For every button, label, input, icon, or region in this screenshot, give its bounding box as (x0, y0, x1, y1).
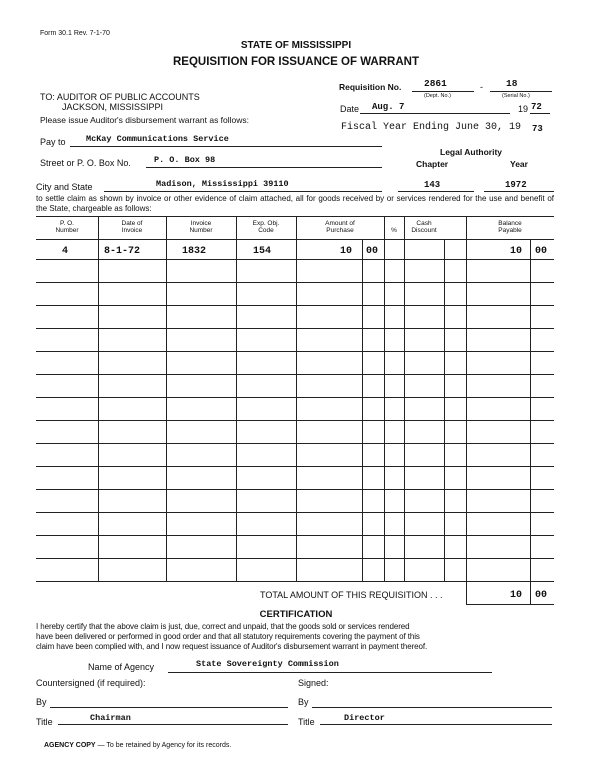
date-value: Aug. 7 (372, 102, 405, 112)
signed-label: Signed: (298, 678, 329, 688)
street-line (146, 167, 382, 168)
street-value: P. O. Box 98 (154, 155, 216, 165)
state-heading: STATE OF MISSISSIPPI (240, 40, 352, 51)
certification-line-2: have been delivered or performed in good order and that all statutory requirements covering the payment of this (36, 632, 420, 641)
certification-line-3: claim have been complied with, and I now request issuance of Auditor's disbursement warrant in payment thereof. (36, 642, 428, 651)
row-exp-code: 154 (253, 246, 272, 257)
serial-no-caption: (Serial No.) (502, 93, 530, 99)
title-value-right: Director (344, 713, 385, 723)
certification-line-1: I hereby certify that the above claim is just, due, correct and unpaid, that the goods sold or services rendered (36, 622, 410, 631)
to-jackson: JACKSON, MISSISSIPPI (62, 102, 164, 112)
year-label: Year (510, 159, 528, 169)
col-header-balance: Balance Payable (498, 220, 522, 234)
fiscal-year-value: 73 (532, 124, 543, 134)
requisition-dash: - (480, 82, 483, 92)
col-header-date: Date of Invoice (121, 220, 143, 234)
title-line-left (58, 724, 288, 725)
legal-authority-label: Legal Authority (440, 147, 503, 157)
col-header-exp-code: Exp. Obj. Code (252, 220, 280, 234)
title-label-right: Title (298, 717, 315, 727)
requisition-dept-no: 2861 (424, 78, 447, 89)
by-line-left (50, 707, 288, 708)
pay-to-line (70, 146, 382, 147)
serial-no-line (490, 91, 552, 92)
col-header-invoice: Invoice Number (189, 220, 213, 234)
year-value: 1972 (505, 180, 527, 190)
dept-no-caption: (Dept. No.) (424, 93, 451, 99)
agency-label: Name of Agency (88, 662, 155, 672)
row-amount-dollars: 10 (340, 246, 353, 257)
pay-to-label: Pay to (40, 137, 66, 147)
date-year-suffix: 72 (531, 102, 542, 112)
year-line (484, 191, 554, 192)
chapter-label: Chapter (416, 159, 449, 169)
total-cents: 00 (535, 590, 548, 601)
row-amount-cents: 00 (366, 246, 379, 257)
fiscal-year-label: Fiscal Year Ending June 30, 19 (341, 122, 522, 133)
col-header-amount: Amount of Purchase (325, 220, 355, 234)
date-label: Date (340, 104, 360, 114)
row-balance-cents: 00 (535, 246, 548, 257)
to-auditor: TO: AUDITOR OF PUBLIC ACCOUNTS (40, 92, 200, 102)
requisition-label: Requisition No. (339, 82, 402, 92)
col-header-percent: % (391, 227, 397, 234)
title-value-left: Chairman (90, 713, 131, 723)
col-header-po: P. O. Number (55, 220, 79, 234)
city-value: Madison, Mississippi 39110 (156, 179, 289, 189)
dept-no-line (412, 91, 474, 92)
title-label-left: Title (36, 717, 53, 727)
date-year-prefix: 19 (518, 104, 529, 114)
issue-instruction: Please issue Auditor's disbursement warrant as follows: (40, 115, 250, 125)
by-label-right: By (298, 697, 309, 707)
form-id: Form 30.1 Rev. 7-1-70 (40, 30, 110, 37)
settle-claim-text: to settle claim as shown by invoice or other evidence of claim attached, all for goods received by or services rendered for the use and benefit of the State, chargeable as follows: (36, 194, 554, 213)
agency-line (168, 672, 492, 673)
row-invoice-date: 8-1-72 (104, 246, 141, 257)
by-line-right (312, 707, 552, 708)
total-label: TOTAL AMOUNT OF THIS REQUISITION . . . (260, 590, 443, 600)
chapter-line (398, 191, 474, 192)
page-title: REQUISITION FOR ISSUANCE OF WARRANT (173, 56, 419, 68)
title-line-right (320, 724, 552, 725)
date-line (360, 113, 510, 114)
requisition-serial-no: 18 (506, 78, 518, 89)
chapter-value: 143 (424, 180, 441, 190)
date-year-line (530, 113, 550, 114)
total-dollars: 10 (510, 590, 523, 601)
agency-copy-text: — To be retained by Agency for its records. (97, 742, 232, 749)
city-label: City and State (36, 182, 93, 192)
city-line (104, 191, 382, 192)
certification-title: CERTIFICATION (259, 609, 333, 620)
street-label: Street or P. O. Box No. (40, 158, 131, 168)
row-po-number: 4 (62, 246, 69, 257)
by-label-left: By (36, 697, 47, 707)
row-balance-dollars: 10 (510, 246, 523, 257)
pay-to-value: McKay Communications Service (86, 134, 229, 144)
countersigned-label: Countersigned (if required): (36, 678, 146, 688)
agency-copy-label: AGENCY COPY (44, 742, 96, 749)
col-header-discount: Cash Discount (411, 220, 437, 234)
agency-value: State Sovereignty Commission (196, 659, 339, 669)
agency-copy-note (44, 742, 231, 749)
row-invoice-number: 1832 (182, 246, 207, 257)
